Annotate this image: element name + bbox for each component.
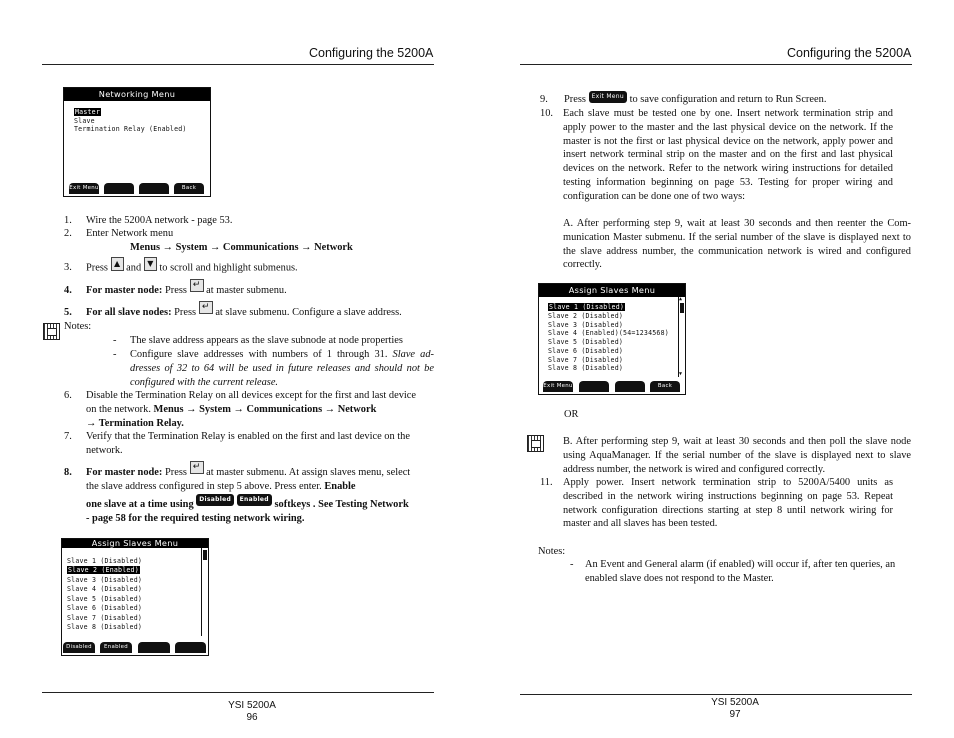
footer-product: YSI 5200A [711, 697, 759, 708]
step-11: Apply power. Insert network termination strip to 5200A/5400 units as described in the network wiring instructions beginning on page 53. Repeat network configuration directions starting at step 8 until network wiring for master and all slaves has been tested. [563, 477, 893, 530]
softkey-back: Back [650, 381, 680, 392]
step-8: For master node: Press ↵ at master submenu. At assign slaves menu, select the slave address configured in step 5 above. Press enter. Enable [86, 462, 411, 492]
footer-rule [42, 692, 434, 693]
enter-key-icon: ↵ [190, 279, 204, 292]
note-dash-1: - [570, 559, 574, 570]
note-dash-1: - [113, 335, 117, 346]
slave-4-item: Slave 4 (Enabled)(54=1234568) [548, 329, 669, 337]
screen-item-master: Master [75, 108, 101, 116]
notes-label: Notes: [64, 321, 92, 332]
note-1: An Event and General alarm (if enabled) will occur if, after ten queries, an enabled slave does not respond to the Master. [585, 559, 896, 584]
softkey-exit-menu: Exit Menu [69, 183, 99, 194]
disabled-softkey-icon: Disabled [196, 494, 234, 506]
slave-4-item: Slave 4 (Disabled) [67, 585, 143, 593]
page-header: Configuring the 5200A [787, 46, 912, 60]
assign-slaves-screen [538, 283, 686, 395]
softkey-row [67, 182, 207, 194]
step-5: 5. For all slave nodes: Press ↵ at slave submenu. Configure a slave address. [64, 302, 402, 318]
screen-item-slave: Slave [74, 117, 95, 125]
softkey-blank-2 [104, 183, 134, 194]
step-6-num: 6. [64, 390, 72, 401]
slave-6-item: Slave 6 (Disabled) [548, 347, 624, 355]
slave-1-item: Slave 1 (Disabled) [67, 557, 143, 565]
page-footer [683, 697, 787, 721]
header-rule [42, 64, 434, 65]
slave-7-item: Slave 7 (Disabled) [548, 356, 624, 364]
note-icon [43, 323, 60, 340]
step-7-num: 7. [64, 431, 72, 442]
scrollbar-thumb [203, 550, 207, 560]
step-2: 2. Enter Network menu [64, 228, 174, 239]
step-1: 1. Wire the 5200A network - page 53. [64, 215, 233, 226]
option-b: B. After performing step 9, wait at least 30 seconds and then poll the slave node using AquaManager. If the serial number of the slave is displayed next to slave address number, the network is wired and configured correctly. [563, 436, 911, 475]
softkey-blank-4 [175, 642, 206, 653]
slave-3-item: Slave 3 (Disabled) [67, 576, 143, 584]
step-8-line-4: - page 58 for the required testing network wiring. [86, 513, 305, 524]
note-dash-2: - [113, 349, 117, 360]
enter-key-icon: ↵ [190, 461, 204, 474]
screen-title: Assign Slaves Menu [539, 284, 685, 297]
page-footer [200, 700, 304, 724]
down-arrow-icon: ▼ [144, 257, 157, 271]
softkey-blank-3 [139, 183, 169, 194]
step-8-num: 8. [64, 467, 72, 478]
step-10-num: 10. [540, 108, 553, 119]
softkey-exit-menu: Exit Menu [543, 381, 573, 392]
header-rule [520, 64, 912, 65]
slave-6-item: Slave 6 (Disabled) [67, 604, 143, 612]
softkey-back: Back [174, 183, 204, 194]
note-2: Configure slave addresses with numbers of 1 through 31. Slave ad-dresses of 32 to 64 will be used in future releases and should not be configured with the current release. [130, 349, 434, 388]
slave-8-item: Slave 8 (Disabled) [67, 623, 143, 631]
slave-2-item: Slave 2 (Enabled) [68, 566, 139, 574]
notes-label: Notes: [538, 546, 566, 557]
enabled-softkey-icon: Enabled [237, 494, 272, 506]
note-1: The slave address appears as the slave subnode at node properties [130, 335, 403, 346]
scrollbar [678, 297, 685, 377]
enter-key-icon: ↵ [199, 301, 213, 314]
step-4: 4. For master node: Press ↵ at master submenu. [64, 280, 287, 296]
option-a: A. After performing step 9, wait at least 30 seconds and then reenter the Com-munication Master submenu. If the serial number of the slave is displayed next to the slave address number, the communication network is wired and configured correctly. [563, 218, 911, 271]
step-6: Disable the Termination Relay on all devices except for the first and last device on the network. Menus → System → Communications → Network → Termination Relay. [86, 390, 417, 429]
softkey-blank-3 [138, 642, 170, 653]
footer-page-number: 96 [246, 712, 258, 723]
slave-2-item: Slave 2 (Disabled) [548, 312, 624, 320]
exit-menu-softkey-icon: Exit Menu [589, 91, 627, 103]
assign-slaves-screen [61, 538, 209, 656]
step-3: 3. Press ▲ and ▼ to scroll and highlight submenus. [64, 259, 298, 274]
step-8-line-3: one slave at a time using Disabled Enabled softkeys . See Testing Network [86, 495, 409, 510]
note-icon [527, 435, 544, 452]
slave-5-item: Slave 5 (Disabled) [548, 338, 624, 346]
networking-menu-screen [63, 87, 211, 197]
screen-item-termination-relay: Termination Relay (Enabled) [74, 125, 187, 133]
footer-page-number: 97 [729, 709, 741, 720]
slave-7-item: Slave 7 (Disabled) [67, 614, 143, 622]
slave-3-item: Slave 3 (Disabled) [548, 321, 624, 329]
step-9: 9. Press Exit Menu to save configuration and return to Run Screen. [540, 92, 827, 105]
screen-title: Networking Menu [64, 88, 210, 101]
softkey-blank-2 [579, 381, 609, 392]
up-arrow-icon: ▲ [111, 257, 124, 271]
slave-1-item: Slave 1 (Disabled) [549, 303, 625, 311]
slave-8-item: Slave 8 (Disabled) [548, 364, 624, 372]
scrollbar [201, 548, 208, 636]
page-header: Configuring the 5200A [309, 46, 434, 60]
step-11-num: 11. [540, 477, 553, 488]
scrollbar-thumb [680, 303, 684, 313]
softkey-row [543, 380, 681, 392]
step-10: Each slave must be tested one by one. Insert network termination strip and apply power to the master and the last physical device on the network. If the master is not the first or last physical device on the network, apply power and insert network terminal strip on the master and on the first and last physical devices on the network. Refer to the network wiring instructions for detailed testing information beginning on page 53. Testing for proper wiring and configuration can be done one of two ways: [563, 108, 893, 202]
slave-5-item: Slave 5 (Disabled) [67, 595, 143, 603]
scroll-down-icon: ▼ [679, 371, 683, 377]
step-7: Verify that the Termination Relay is enabled on the first and last device on the network. [86, 431, 410, 456]
step-2-menu-path: Menus → System → Communications → Network [130, 242, 353, 253]
right-page [477, 0, 954, 738]
footer-rule [520, 694, 912, 695]
footer-product: YSI 5200A [228, 700, 276, 711]
scroll-up-icon: ▲ [679, 296, 683, 302]
or-separator: OR [564, 409, 579, 420]
softkey-enabled: Enabled [100, 642, 132, 653]
screen-title: Assign Slaves Menu [62, 539, 208, 548]
softkey-blank-3 [615, 381, 645, 392]
softkey-row [63, 641, 207, 653]
softkey-disabled: Disabled [63, 642, 95, 653]
